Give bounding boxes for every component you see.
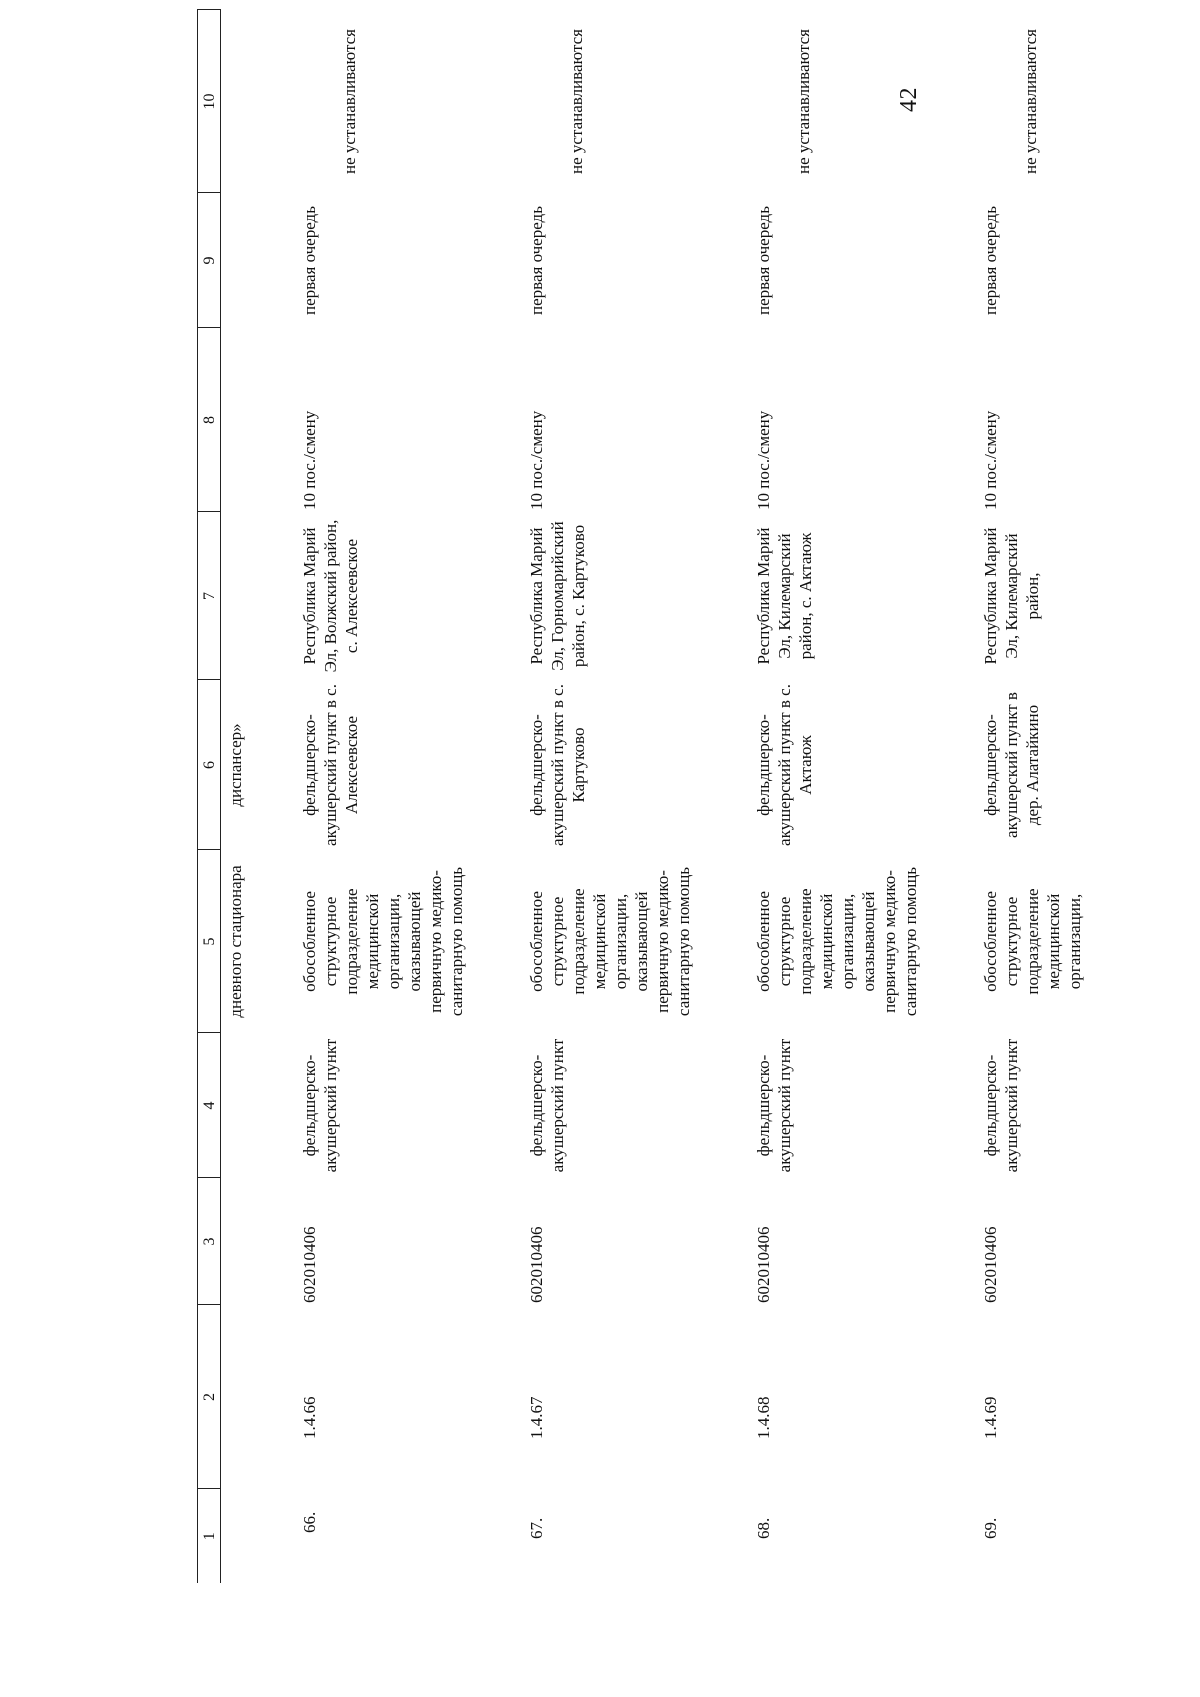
row-number: 69. <box>981 1517 1000 1539</box>
column-header-6: 6 <box>198 680 221 850</box>
column-header-10: 10 <box>198 10 221 193</box>
column-header-8: 8 <box>198 328 221 512</box>
continuation-row <box>221 10 288 1583</box>
column-number-header <box>198 10 221 1583</box>
table-row <box>741 10 968 1583</box>
row-name: фельдшерско-акушерский пункт в с. Картуково <box>527 684 588 846</box>
row-queue: первая очередь <box>754 206 773 315</box>
row-type: фельдшерско-акушерский пункт <box>981 1038 1021 1173</box>
row-number: 67. <box>527 1517 546 1539</box>
row-number: 68. <box>754 1517 773 1539</box>
facilities-table <box>197 10 1180 1584</box>
row-note: не устанавливаются <box>567 29 586 174</box>
row-kind: обособленное структурное подразделение медицинской организации, оказывающей первичную медико-санитарную помощь <box>300 866 466 1017</box>
row-name: фельдшерско-акушерский пункт в с. Актаюж <box>754 684 815 846</box>
row-address: Республика Марий Эл, Килемарский район, <box>981 527 1042 665</box>
table-row <box>514 10 741 1583</box>
row-code: 1.4.67 <box>527 1396 546 1439</box>
row-kind: обособленное структурное подразделение медицинской организации, оказывающей первичную медико-санитарную помощь <box>527 866 693 1017</box>
row-address: Республика Марий Эл, Килемарский район, с. Актаюж <box>754 527 815 665</box>
row-ogrn: 602010406 <box>527 1226 546 1303</box>
column-header-7: 7 <box>198 512 221 680</box>
row-capacity: 10 пос./смену <box>300 410 319 510</box>
row-number: 66. <box>300 1511 319 1533</box>
row-name: фельдшерско-акушерский пункт в дер. Алатайкино <box>981 692 1042 838</box>
row-type: фельдшерско-акушерский пункт <box>527 1038 567 1173</box>
column-header-3: 3 <box>198 1178 221 1305</box>
column-header-1: 1 <box>198 1489 221 1583</box>
row-queue: первая очередь <box>527 206 546 315</box>
row-ogrn: 602010406 <box>754 1226 773 1303</box>
column-header-9: 9 <box>198 193 221 328</box>
row-ogrn: 602010406 <box>981 1226 1000 1303</box>
row-queue: первая очередь <box>981 206 1000 315</box>
row-ogrn: 602010406 <box>300 1226 319 1303</box>
row-type: фельдшерско-акушерский пункт <box>300 1038 340 1173</box>
column-header-5: 5 <box>198 850 221 1033</box>
row-capacity: 10 пос./смену <box>527 410 546 510</box>
row-queue: первая очередь <box>300 206 319 315</box>
column-header-2: 2 <box>198 1305 221 1489</box>
row-note: не устанавливаются <box>340 29 359 174</box>
continuation-cell-5: дневного стационара <box>226 865 245 1018</box>
row-note: не устанавливаются <box>1021 29 1040 174</box>
row-code: 1.4.69 <box>981 1396 1000 1439</box>
row-name: фельдшерско-акушерский пункт в с. Алексеевское <box>300 684 361 846</box>
continuation-cell-6: диспансер» <box>226 723 245 807</box>
column-header-4: 4 <box>198 1033 221 1178</box>
row-address: Республика Марий Эл, Волжский район, с. Алексеевское <box>300 519 361 673</box>
row-type: фельдшерско-акушерский пункт <box>754 1038 794 1173</box>
row-address: Республика Марий Эл, Горномарийский район, с. Картуково <box>527 521 588 671</box>
row-kind: обособленное структурное подразделение медицинской организации, оказывающей первичную медико-санитарную помощь <box>754 866 920 1017</box>
table-row <box>287 10 514 1583</box>
row-code: 1.4.68 <box>754 1396 773 1439</box>
row-note: не устанавливаются <box>794 29 813 174</box>
row-capacity: 10 пос./смену <box>981 410 1000 510</box>
table-row <box>968 10 1180 1583</box>
row-code: 1.4.66 <box>300 1396 319 1439</box>
row-kind: обособленное структурное подразделение медицинской организации, <box>981 888 1084 995</box>
page-number: 42 <box>896 87 922 112</box>
row-capacity: 10 пос./смену <box>754 410 773 510</box>
